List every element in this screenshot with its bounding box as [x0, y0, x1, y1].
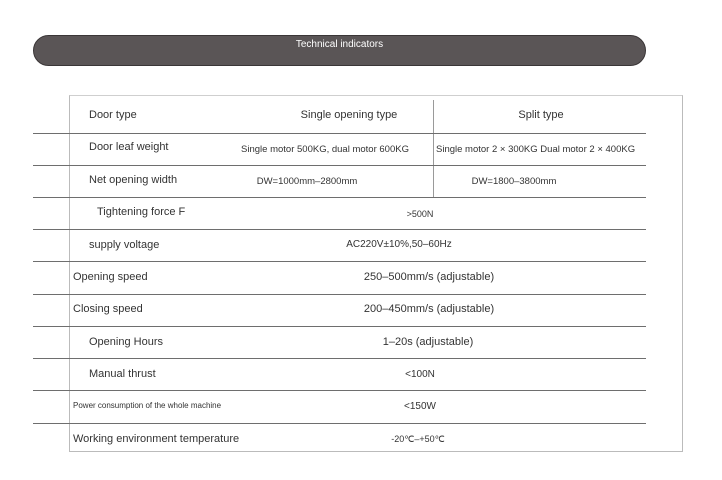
row-value: <150W: [404, 401, 436, 412]
row-label: Opening speed: [73, 271, 148, 283]
row-label: Manual thrust: [89, 368, 156, 380]
row-label: Working environment temperature: [73, 433, 240, 445]
row-value-split: Single motor 2 × 300KG Dual motor 2 × 400KG: [436, 144, 636, 155]
row-value: AC220V±10%,50–60Hz: [346, 239, 452, 250]
row-value: 200–450mm/s (adjustable): [363, 303, 495, 315]
row-label: Opening Hours: [89, 336, 163, 348]
row-divider: [33, 326, 646, 327]
row-value-split: DW=1800–3800mm: [471, 176, 557, 187]
row-divider: [33, 165, 646, 166]
row-divider: [33, 294, 646, 295]
row-label: Door leaf weight: [89, 141, 169, 153]
header-label: Door type: [89, 109, 137, 121]
row-value: 1–20s (adjustable): [382, 336, 474, 348]
row-divider: [33, 390, 646, 391]
row-divider: [33, 423, 646, 424]
row-label: supply voltage: [89, 239, 160, 251]
row-divider: [33, 133, 646, 134]
header-split: Split type: [518, 109, 564, 121]
section-title: Technical indicators: [295, 39, 384, 50]
section-banner: [33, 35, 646, 66]
row-value: 250–500mm/s (adjustable): [363, 271, 495, 283]
row-divider: [33, 261, 646, 262]
row-value: >500N: [406, 209, 434, 219]
row-divider: [33, 229, 646, 230]
row-divider: [33, 358, 646, 359]
row-value: <100N: [405, 369, 435, 380]
row-label: Net opening width: [89, 174, 178, 186]
row-divider: [33, 197, 646, 198]
row-label: Power consumption of the whole machine: [73, 401, 222, 410]
header-single: Single opening type: [300, 109, 398, 121]
row-value-single: Single motor 500KG, dual motor 600KG: [241, 144, 409, 155]
row-label: Tightening force F: [97, 206, 186, 218]
row-value: -20℃–+50℃: [391, 434, 445, 444]
row-value-single: DW=1000mm–2800mm: [256, 176, 358, 187]
row-label: Closing speed: [73, 303, 143, 315]
